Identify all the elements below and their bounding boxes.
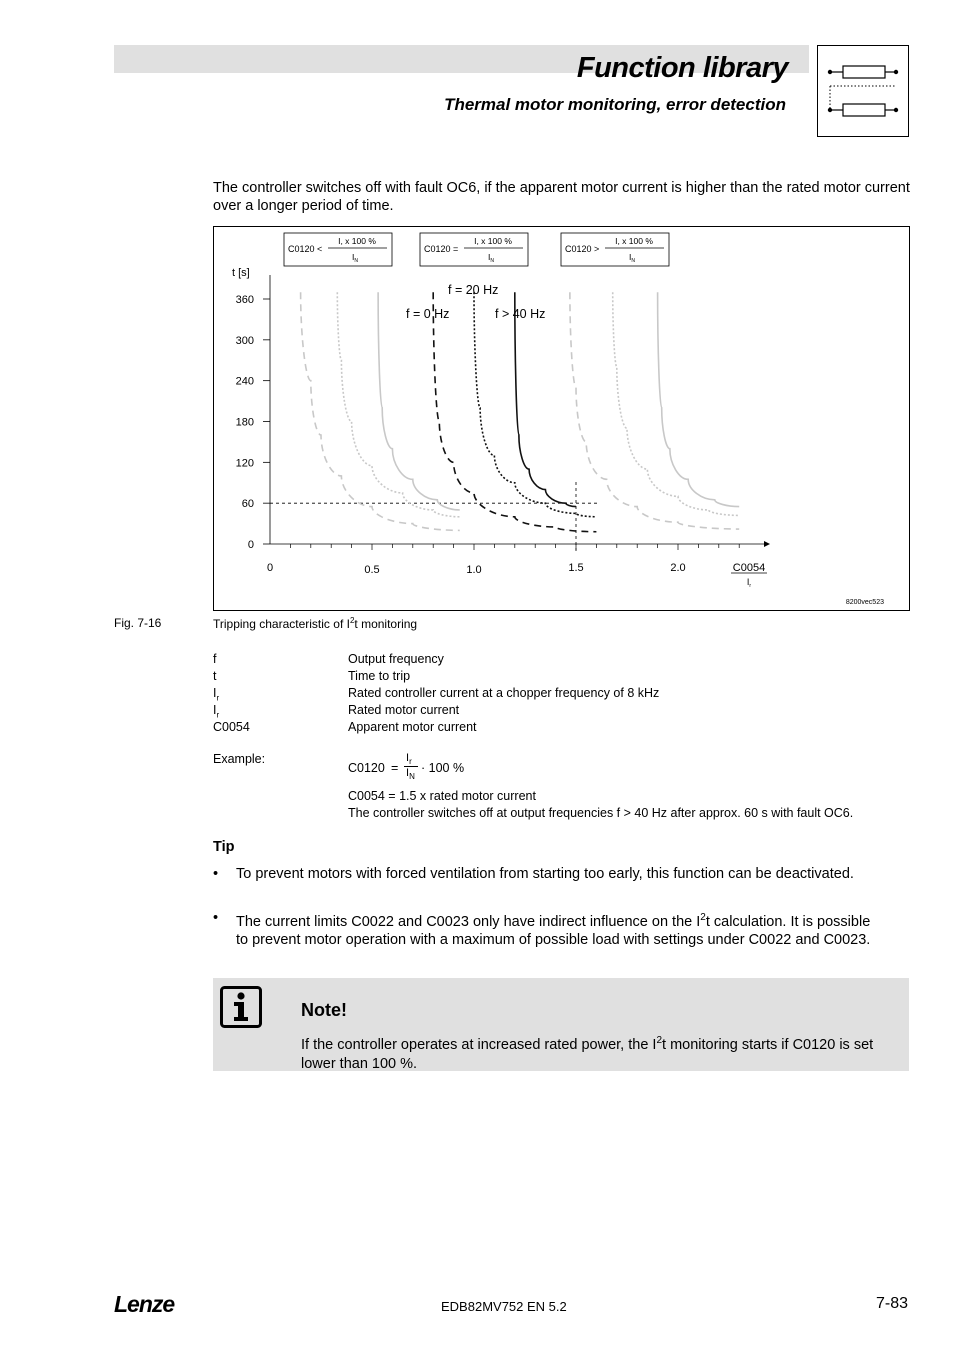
y-tick-label: 240 bbox=[235, 375, 254, 388]
x-tick-label: 1.0 bbox=[466, 564, 482, 576]
trip-curve-dotted bbox=[337, 292, 459, 517]
y-tick-label: 120 bbox=[235, 457, 254, 470]
x-axis-label-sub: $I_r$ bbox=[746, 577, 752, 589]
note-title: Note! bbox=[301, 1000, 347, 1020]
trip-curve-solid bbox=[515, 292, 576, 506]
figure-frame bbox=[213, 226, 910, 611]
example-line1: C0054 = 1.5 x rated motor current bbox=[348, 789, 536, 803]
lenze-logo: Lenze bbox=[114, 1291, 175, 1317]
x-tick-label: 2.0 bbox=[670, 562, 686, 574]
c0120-box-prefix: C0120 < bbox=[288, 244, 323, 254]
circuit-icon bbox=[817, 45, 909, 137]
x-tick-label: 0 bbox=[266, 562, 274, 574]
tip-bullet-1: • To prevent motors with forced ventilation from starting too early, this function can be deactivated. bbox=[213, 866, 854, 882]
page-title: Function library bbox=[576, 52, 788, 84]
legend-description: Rated motor current bbox=[348, 703, 460, 717]
figure-code: 8200vec523 bbox=[845, 599, 884, 606]
label-f20: f = 20 Hz bbox=[448, 283, 499, 297]
info-icon bbox=[220, 986, 262, 1028]
legend-symbol: $I_r$ bbox=[213, 703, 220, 720]
y-tick-label: 180 bbox=[235, 416, 254, 429]
intro-paragraph: The controller switches off with fault OC6, if the apparent motor current is higher than the rated motor current over a longer period of time. bbox=[213, 180, 910, 214]
y-tick-label: 300 bbox=[235, 334, 254, 347]
y-tick-label: 0 bbox=[247, 539, 254, 551]
trip-curve-solid bbox=[378, 292, 460, 510]
document-code: EDB82MV752 EN 5.2 bbox=[441, 1299, 567, 1314]
trip-curve-dashed bbox=[570, 292, 739, 529]
x-axis-arrow bbox=[764, 541, 770, 547]
trip-curve-dotted bbox=[474, 292, 596, 517]
note-text: If the controller operates at increased rated power, the $I^2t$ monitoring starts if C0120 is set lower than 100 %. bbox=[301, 1035, 874, 1072]
x-tick-label: 1.5 bbox=[568, 562, 584, 574]
legend-symbol: t bbox=[213, 669, 217, 683]
c0120-box-prefix: C0120 > bbox=[565, 244, 600, 254]
example-line2: The controller switches off at output frequencies f > 40 Hz after approx. 60 s with fault OC6. bbox=[348, 806, 854, 820]
example-formula: C0120 = $I_r$ $I_N$ · 100 % bbox=[348, 752, 465, 782]
c0120-box-prefix: C0120 = bbox=[424, 244, 459, 254]
y-axis-label: t [s] bbox=[232, 267, 250, 279]
trip-curve-dotted bbox=[613, 292, 739, 515]
c0120-box-numerator: I, x 100 % bbox=[474, 236, 512, 246]
y-tick-label: 60 bbox=[241, 498, 254, 511]
page-number: 7-83 bbox=[875, 1295, 908, 1312]
c0120-box-numerator: I, x 100 % bbox=[338, 236, 376, 246]
x-tick-label: 0.5 bbox=[364, 564, 380, 576]
trip-curve-solid bbox=[658, 292, 740, 506]
c0120-box-numerator: I, x 100 % bbox=[615, 236, 653, 246]
trip-curve-dashed bbox=[301, 292, 460, 530]
legend-description: Apparent motor current bbox=[348, 720, 477, 734]
legend-description: Output frequency bbox=[348, 652, 444, 666]
figure-label: Fig. 7-16 bbox=[114, 616, 162, 630]
c0120-box-denominator: $I_N$ bbox=[629, 252, 635, 264]
label-f0: f = 0 Hz bbox=[406, 307, 450, 321]
c0120-box-denominator: $I_N$ bbox=[488, 252, 494, 264]
page-subtitle: Thermal motor monitoring, error detection bbox=[444, 95, 786, 114]
example-label: Example: bbox=[213, 752, 266, 766]
tip-bullet-2: • The current limits C0022 and C0023 only have indirect influence on the $I^2t$ calculation. It is possible to prevent motor operation with a maximum of possible load with settings under C0022 and C0023. bbox=[213, 910, 871, 948]
legend-symbol: f bbox=[213, 652, 217, 666]
label-f40: f > 40 Hz bbox=[495, 307, 546, 321]
tripping-chart bbox=[214, 227, 909, 610]
legend-description: Time to trip bbox=[348, 669, 411, 683]
legend-symbol: $I_r$ bbox=[213, 686, 220, 703]
x-axis-label: C0054 bbox=[732, 562, 766, 574]
figure-caption: Tripping characteristic of $I^2t$ monitoring bbox=[213, 616, 418, 631]
legend-description: Rated controller current at a chopper frequency of 8 kHz bbox=[348, 686, 660, 700]
tip-heading: Tip bbox=[213, 839, 235, 855]
legend-symbol: C0054 bbox=[213, 720, 250, 734]
y-tick-label: 360 bbox=[235, 294, 254, 306]
c0120-box-denominator: $I_N$ bbox=[352, 252, 358, 264]
